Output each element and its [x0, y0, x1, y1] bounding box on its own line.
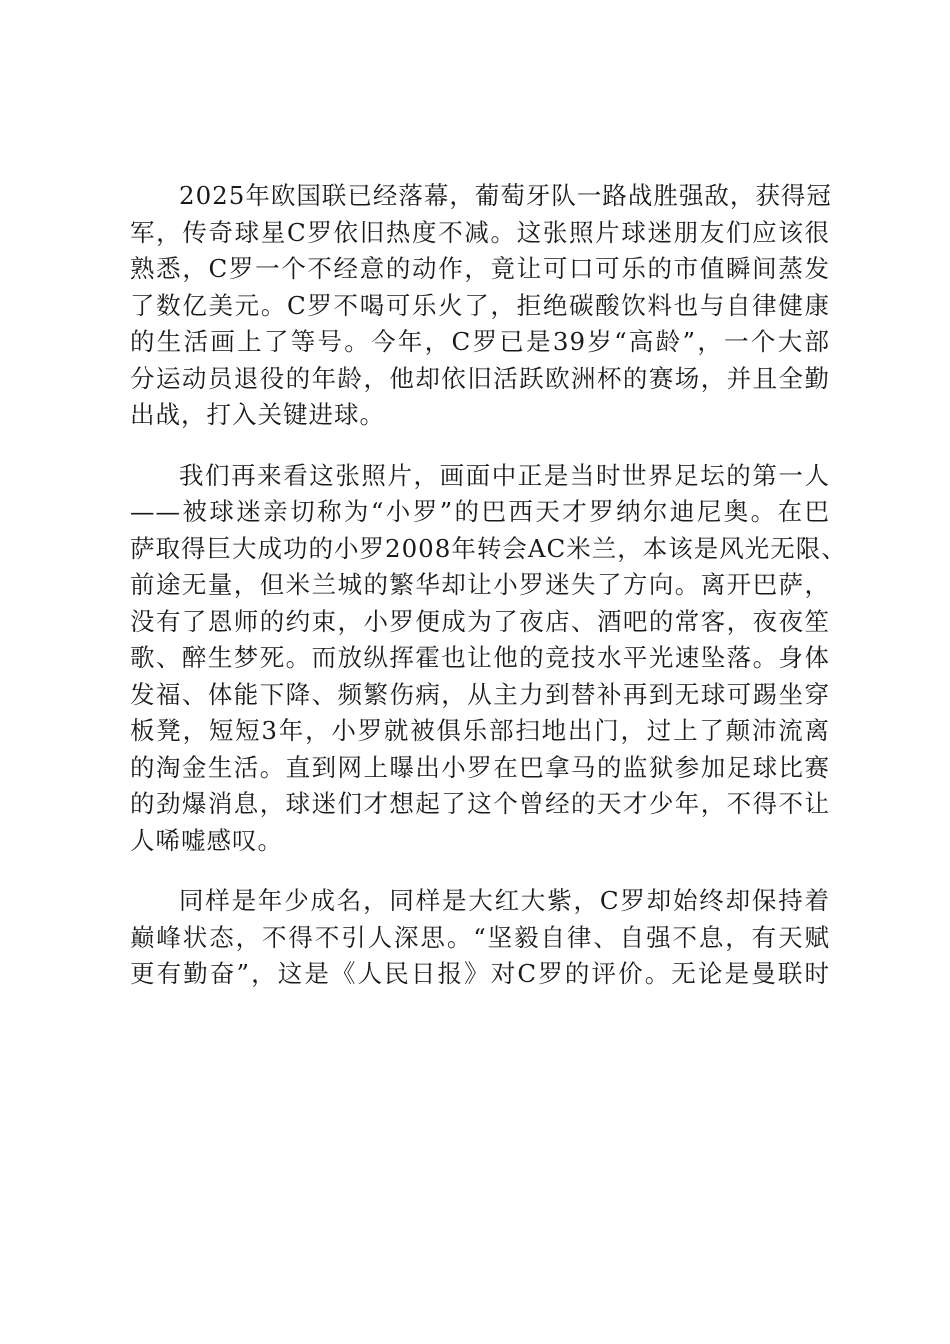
text-line: 发福、体能下降、频繁伤病，从主力到替补再到无球可踢坐穿 [130, 679, 830, 709]
text-line: 同样是年少成名，同样是大红大紫，C罗却始终却保持着 [179, 886, 830, 915]
text-line: 的淘金生活。直到网上曝出小罗在巴拿马的监狱参加足球比赛 [130, 752, 830, 782]
text-line: 2025年欧国联已经落幕，葡萄牙队一路战胜强敌，获得冠 [179, 181, 832, 210]
text-line: 萨取得巨大成功的小罗2008年转会AC米兰，本该是风光无限、 [130, 533, 847, 563]
paragraph-1 [130, 178, 830, 434]
text-line: 人唏嘘感叹。 [130, 825, 283, 855]
text-line: ——被球迷亲切称为“小罗”的巴西天才罗纳尔迪尼奥。在巴 [130, 497, 830, 526]
paragraph-2 [130, 458, 847, 860]
document-page [130, 178, 847, 1017]
text-line: 歌、醉生梦死。而放纵挥霍也让他的竞技水平光速坠落。身体 [130, 643, 830, 672]
text-line: 了数亿美元。C罗不喝可乐火了，拒绝碳酸饮料也与自律健康 [130, 290, 830, 320]
paragraph-3 [130, 883, 830, 993]
text-line: 我们再来看这张照片，画面中正是当时世界足坛的第一人 [179, 460, 830, 490]
text-line: 巅峰状态，不得不引人深思。“坚毅自律、自强不息，有天赋 [130, 922, 830, 952]
text-line: 板凳，短短3年，小罗就被俱乐部扫地出门，过上了颠沛流离 [130, 716, 830, 745]
text-line: 的劲爆消息，球迷们才想起了这个曾经的天才少年，不得不让 [130, 789, 830, 818]
text-line: 前途无量，但米兰城的繁华却让小罗迷失了方向。离开巴萨， [130, 570, 830, 599]
text-line: 的生活画上了等号。今年，C罗已是39岁“高龄”，一个大部 [130, 327, 830, 356]
text-line: 出战，打入关键进球。 [130, 400, 385, 429]
text-line: 更有勤奋”，这是《人民日报》对C罗的评价。无论是曼联时 [130, 959, 830, 988]
text-line: 分运动员退役的年龄，他却依旧活跃欧洲杯的赛场，并且全勤 [130, 363, 830, 393]
text-line: 没有了恩师的约束，小罗便成为了夜店、酒吧的常客，夜夜笙 [130, 606, 830, 636]
text-line: 军，传奇球星C罗依旧热度不减。这张照片球迷朋友们应该很 [130, 217, 830, 247]
text-line: 熟悉，C罗一个不经意的动作，竟让可口可乐的市值瞬间蒸发 [130, 254, 830, 283]
